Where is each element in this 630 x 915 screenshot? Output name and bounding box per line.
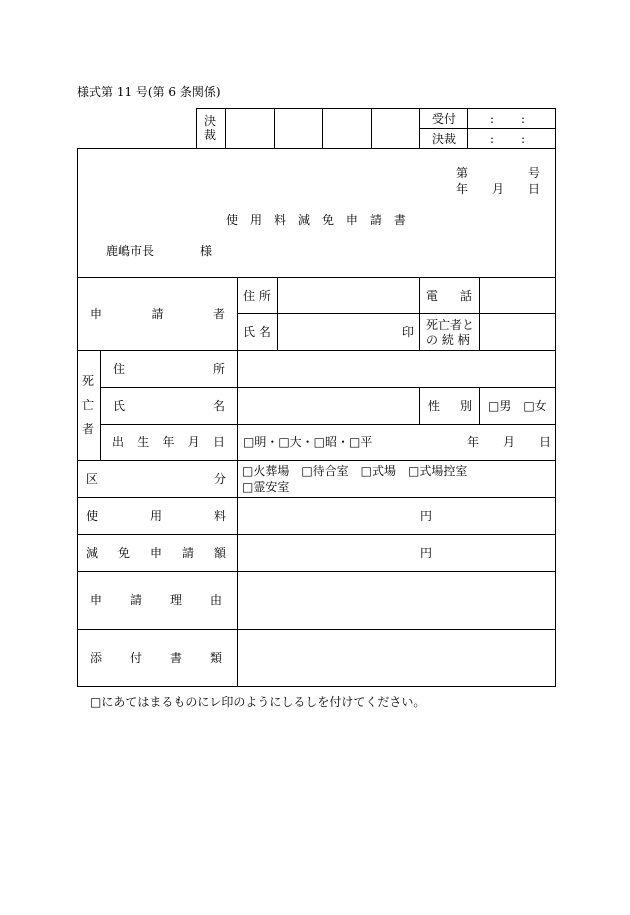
date-year-label: 年 [456, 182, 469, 196]
era-options[interactable]: □明・□大・□昭・□平 [243, 435, 373, 449]
applicant-address-label: 住 所 [243, 289, 271, 303]
received-time-field[interactable]: : : [490, 112, 527, 126]
birth-date-label: 出 生 年 月 日 [112, 435, 225, 449]
attachments-label: 添 付 書 類 [90, 651, 222, 665]
applicant-section-label: 申 請 者 [90, 307, 225, 321]
attachments-field[interactable] [238, 630, 555, 686]
category-options-line2[interactable]: □霊安室 [242, 480, 290, 494]
category-options-line1[interactable]: □火葬場 □待合室 □式場 □式場控室 [242, 464, 468, 478]
honorific: 様 [200, 244, 213, 258]
approval-label-char-2: 裁 [204, 128, 217, 142]
fee-label: 使 用 料 [86, 509, 226, 523]
deceased-address-label: 住 所 [113, 362, 225, 376]
relation-label-line2: の 続 柄 [426, 333, 470, 347]
form-number: 様式第 11 号(第 6 条関係) [77, 85, 221, 99]
birth-day-label: 日 [539, 435, 552, 449]
seal-mark: 印 [402, 325, 415, 339]
number-suffix: 号 [528, 166, 541, 180]
reduction-amount-label: 減 免 申 請 額 [86, 546, 226, 560]
relation-label-line1: 死亡者と [426, 318, 475, 332]
applicant-name-label: 氏 名 [243, 325, 271, 339]
relation-field[interactable] [480, 314, 555, 349]
sex-options[interactable]: □男 □女 [488, 399, 547, 413]
deceased-name-field[interactable] [238, 388, 418, 423]
birth-month-label: 月 [503, 435, 516, 449]
decided-time-field[interactable]: : : [490, 132, 527, 146]
reason-label: 申 請 理 由 [90, 593, 222, 607]
fee-amount-field[interactable] [238, 498, 416, 533]
applicant-name-field[interactable] [278, 314, 396, 349]
approval-stamp-box-2[interactable] [275, 109, 321, 147]
footnote: □にあてはまるものにレ印のようにしるしを付けてください。 [90, 695, 426, 709]
form-title: 使 用 料 減 免 申 請 書 [226, 213, 406, 227]
decided-label: 決裁 [432, 132, 457, 146]
reduction-unit: 円 [420, 546, 433, 560]
birth-year-label: 年 [467, 435, 480, 449]
category-label: 区 分 [86, 472, 226, 486]
phone-field[interactable] [480, 278, 555, 312]
received-label: 受付 [432, 112, 457, 126]
number-prefix: 第 [456, 166, 469, 180]
approval-stamp-box-4[interactable] [372, 109, 418, 147]
approval-stamp-box-1[interactable] [226, 109, 273, 147]
phone-label: 電 話 [426, 289, 472, 303]
approval-stamp-box-3[interactable] [323, 109, 370, 147]
fee-unit: 円 [420, 509, 433, 523]
sex-label: 性 別 [428, 399, 472, 413]
application-number-field[interactable] [470, 164, 526, 180]
applicant-address-field[interactable] [278, 278, 418, 312]
reduction-amount-field[interactable] [238, 535, 416, 570]
date-day-label: 日 [528, 182, 541, 196]
date-month-label: 月 [492, 182, 505, 196]
addressee: 鹿嶋市長 [106, 244, 155, 258]
deceased-label-char-2: 亡 [82, 398, 95, 412]
deceased-label-char-3: 者 [82, 422, 95, 436]
deceased-address-field[interactable] [238, 351, 555, 386]
reason-field[interactable] [238, 572, 555, 628]
deceased-name-label: 氏 名 [113, 399, 225, 413]
approval-label-char-1: 決 [204, 114, 217, 128]
deceased-label-char-1: 死 [82, 374, 95, 388]
